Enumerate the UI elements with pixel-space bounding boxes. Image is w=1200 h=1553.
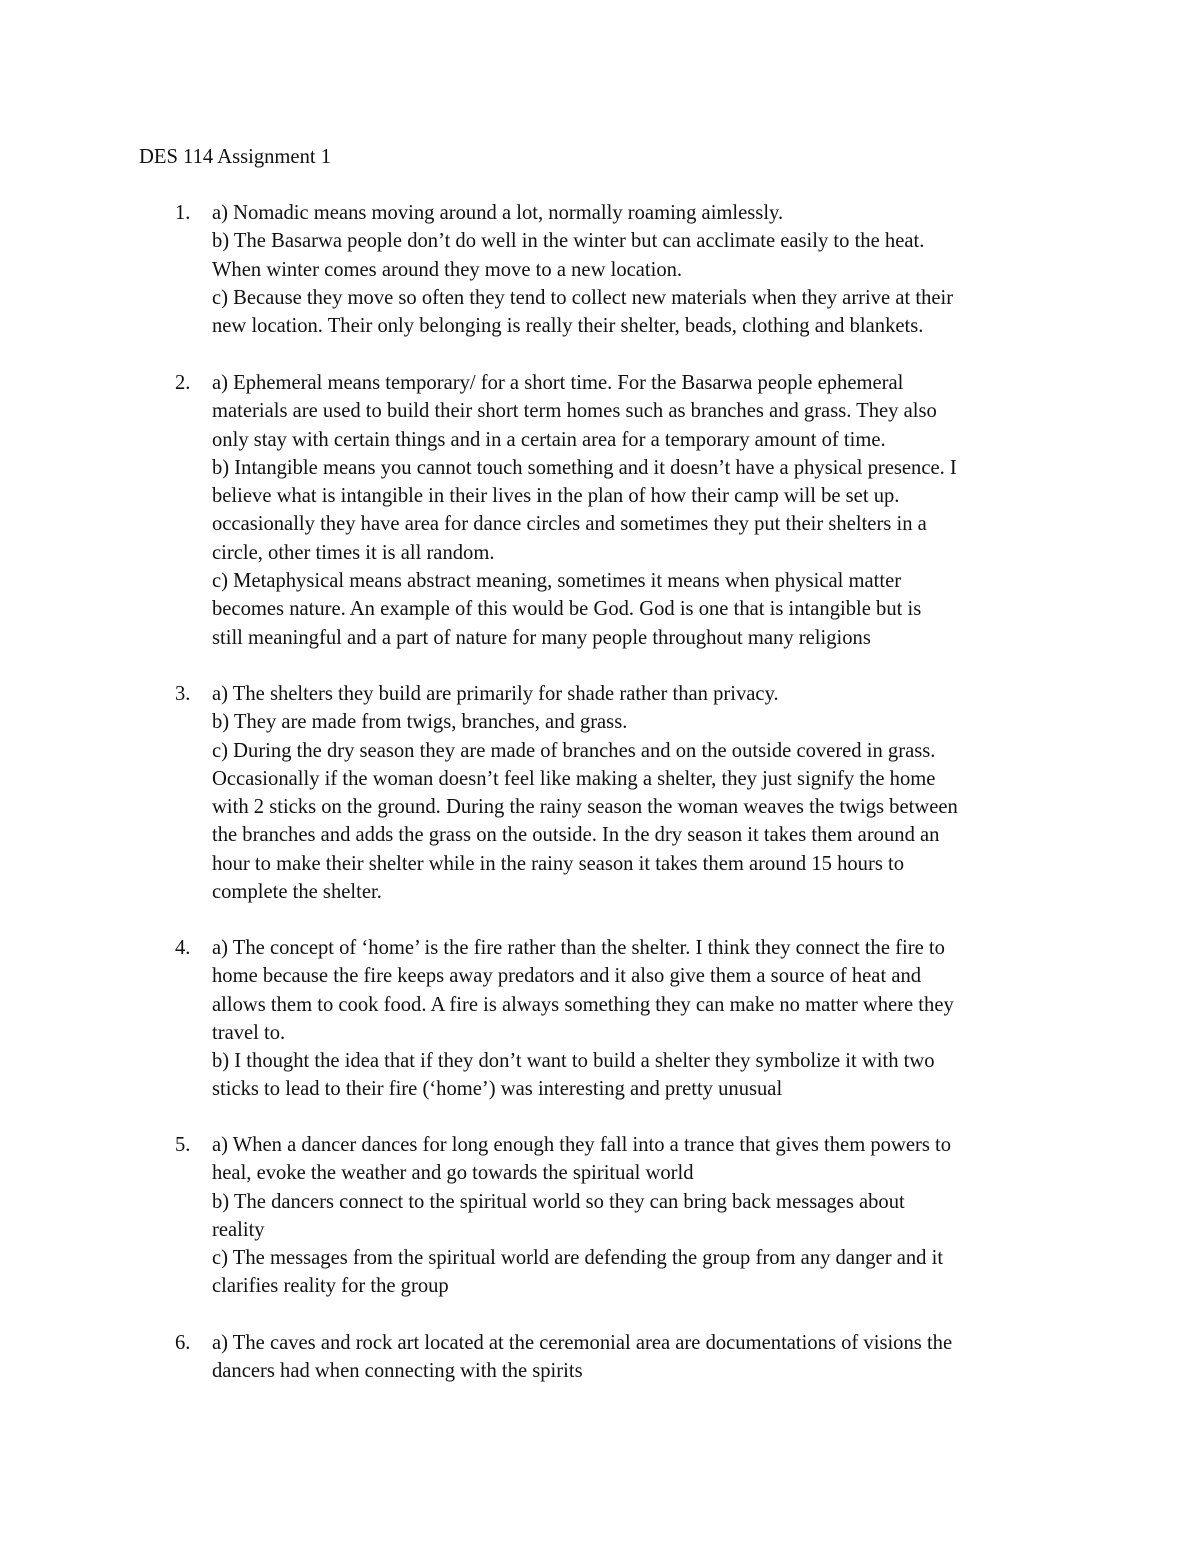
answer-line: b) The dancers connect to the spiritual world so they can bring back messages about (212, 1190, 905, 1213)
question-answer (212, 369, 1069, 652)
answer-line: c) The messages from the spiritual world are defending the group from any danger and it (212, 1247, 944, 1270)
answer-line: sticks to lead to their fire (‘home’) was interesting and pretty unusual (212, 1078, 783, 1101)
answer-line: b) I thought the idea that if they don’t want to build a shelter they symbolize it with two (212, 1050, 935, 1073)
answer-line: the branches and adds the grass on the outside. In the dry season it takes them around an (212, 824, 940, 847)
question-number: 6. (175, 1332, 191, 1354)
answer-line: occasionally they have area for dance circles and sometimes they put their shelters in a (212, 513, 927, 536)
answer-line: only stay with certain things and in a certain area for a temporary amount of time. (212, 428, 886, 451)
answer-line: Occasionally if the woman doesn’t feel like making a shelter, they just signify the home (212, 767, 936, 790)
answer-line: c) Because they move so often they tend to collect new materials when they arrive at their (212, 286, 954, 309)
answer-line: a) The shelters they build are primarily for shade rather than privacy. (212, 683, 779, 705)
answer-line: a) The concept of ‘home’ is the fire rather than the shelter. I think they connect the fire to (212, 937, 945, 959)
answer-line: complete the shelter. (212, 881, 382, 904)
question-answer (212, 199, 1069, 340)
answer-line: c) During the dry season they are made of branches and on the outside covered in grass. (212, 739, 936, 762)
answer-line: clarifies reality for the group (212, 1275, 449, 1298)
answer-line: materials are used to build their short term homes such as branches and grass. They also (212, 400, 937, 423)
question-answer (212, 1131, 1069, 1301)
answer-line: still meaningful and a part of nature for many people throughout many religions (212, 626, 871, 649)
answer-line: believe what is intangible in their lives in the plan of how their camp will be set up. (212, 485, 900, 508)
answer-line: allows them to cook food. A fire is always something they can make no matter where they (212, 993, 954, 1016)
answer-line: new location. Their only belonging is really their shelter, beads, clothing and blankets. (212, 315, 924, 338)
answer-line: a) Ephemeral means temporary/ for a short time. For the Basarwa people ephemeral (212, 372, 904, 394)
question-answer (212, 934, 1069, 1104)
answer-line: reality (212, 1218, 265, 1241)
question-number: 4. (175, 937, 191, 959)
answer-line: When winter comes around they move to a new location. (212, 258, 683, 281)
answer-line: dancers had when connecting with the spirits (212, 1360, 583, 1383)
answer-line: home because the fire keeps away predators and it also give them a source of heat and (212, 965, 922, 988)
answer-line: travel to. (212, 1021, 286, 1044)
question-answer (212, 1329, 1069, 1386)
answer-line: with 2 sticks on the ground. During the rainy season the woman weaves the twigs between (212, 796, 958, 819)
answer-line: circle, other times it is all random. (212, 541, 495, 564)
answer-line: b) The Basarwa people don’t do well in the winter but can acclimate easily to the heat. (212, 230, 925, 253)
answer-line: a) When a dancer dances for long enough they fall into a trance that gives them powers to (212, 1134, 952, 1156)
question-number: 5. (175, 1134, 191, 1156)
document-title: DES 114 Assignment 1 (139, 146, 332, 168)
question-number: 2. (175, 372, 191, 394)
answer-line: becomes nature. An example of this would be God. God is one that is intangible but is (212, 598, 922, 621)
answer-line: b) They are made from twigs, branches, and grass. (212, 711, 628, 734)
question-number: 3. (175, 683, 191, 705)
question-number: 1. (175, 202, 191, 224)
answer-line: a) Nomadic means moving around a lot, normally roaming aimlessly. (212, 202, 784, 224)
answer-line: b) Intangible means you cannot touch something and it doesn’t have a physical presence. I (212, 456, 957, 479)
answer-line: hour to make their shelter while in the rainy season it takes them around 15 hours to (212, 852, 905, 875)
answer-line: c) Metaphysical means abstract meaning, sometimes it means when physical matter (212, 570, 902, 593)
answer-line: a) The caves and rock art located at the ceremonial area are documentations of visions the (212, 1332, 953, 1354)
question-answer (212, 680, 1069, 906)
answer-line: heal, evoke the weather and go towards the spiritual world (212, 1162, 694, 1185)
